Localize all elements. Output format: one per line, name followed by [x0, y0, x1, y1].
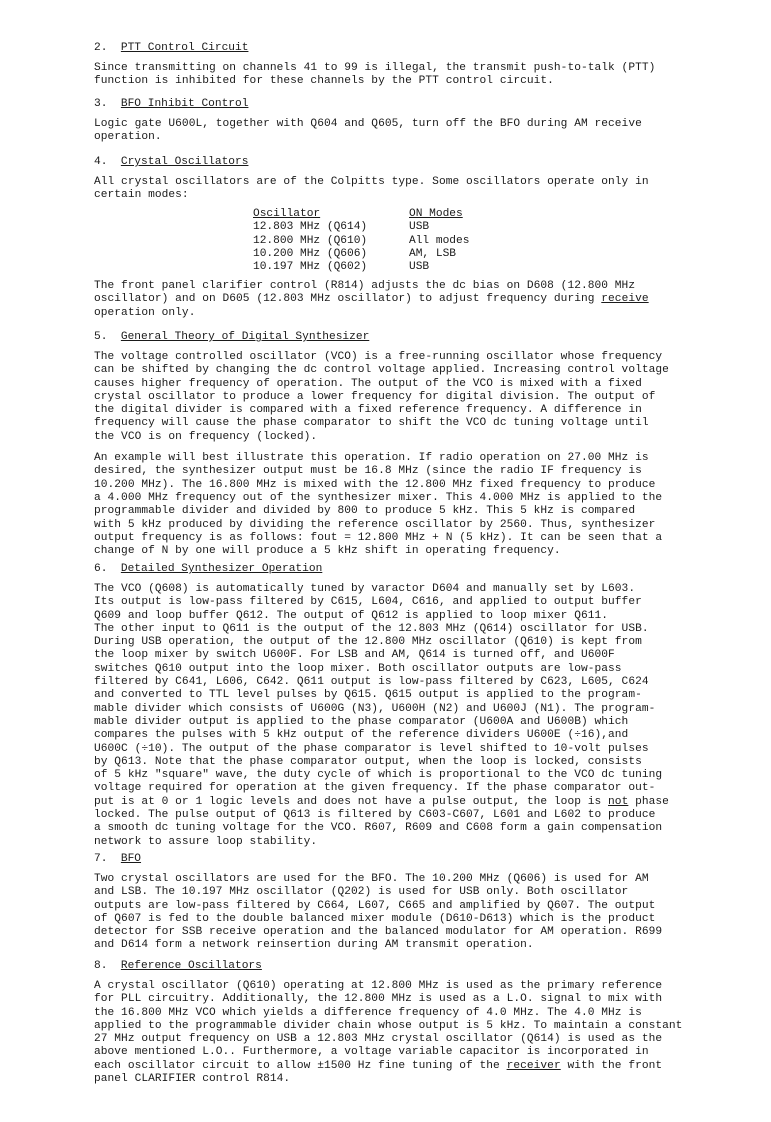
table-cell: 12.800 MHz (Q610) [253, 234, 368, 247]
table-header-row [253, 208, 469, 221]
section-number: 8. [94, 960, 108, 972]
table-cell: USB [409, 221, 430, 234]
section-crystal-oscillators [94, 156, 694, 211]
section-number: 4. [94, 156, 108, 168]
paragraph: Two crystal oscillators are used for the BFO. The 10.200 MHz (Q606) is used for AM and LSB. The 10.197 MHz oscillator (Q202) is used for USB only. Both oscillator outputs are low-pass filtered by C664, L607, C665 and amplified by Q607. The output of Q607 is fed to the double balanced mixer module (D610-D613) which is the product detector for SSB receive operation and the balanced modulator for AM operation. R699 and D614 form a network reinsertion during AM transmit operation. [94, 873, 663, 952]
section-bfo-inhibit [94, 98, 694, 153]
column-header-on-modes: ON Modes [409, 208, 463, 220]
paragraph: A crystal oscillator (Q610) operating at 12.800 MHz is used as the primary reference for PLL circuitry. Additionally, the 12.800 MHz is used as a L.O. signal to mix with the 16.800 MHz VCO which yields a difference frequency of 4.0 MHz. The 4.0 MHz is applied to the programmable divider chain whose output is 5 kHz. To maintain a constant 27 MHz output frequency on USB a 12.803 MHz crystal oscillator (Q614) is used as the above mentioned L.O.. Furthermore, a voltage variable capacitor is incorporated in each oscillator circuit to allow ±1500 Hz fine tuning of the receiver with the front panel CLARIFIER control R814. [94, 980, 683, 1086]
section-reference-oscillators [94, 960, 694, 1094]
section-number: 3. [94, 98, 108, 110]
paragraph: The voltage controlled oscillator (VCO) is a free-running oscillator whose frequency can be shifted by changing the dc control voltage applied. Increasing control voltage causes higher frequency of operation. The output of the VCO is mixed with a fixed crystal oscillator to produce a lower frequency for digital division. The output of the digital divider is compared with a fixed reference frequency. A difference in frequency will cause the phase comparator to shift the VCO dc tuning voltage until the VCO is on frequency (locked). [94, 351, 669, 443]
column-header-oscillator: Oscillator [253, 208, 321, 220]
table-cell: 12.803 MHz (Q614) [253, 221, 368, 234]
section-title: Detailed Synthesizer Operation [120, 563, 323, 575]
section-detailed-synthesizer [94, 563, 694, 857]
paragraph: All crystal oscillators are of the Colpitts type. Some oscillators operate only in certain modes: [94, 176, 649, 202]
section-general-theory [94, 331, 694, 566]
table-cell: All modes [409, 234, 470, 247]
paragraph: The VCO (Q608) is automatically tuned by varactor D604 and manually set by L603. Its output is low-pass filtered by C615, L604, C616, and applied to output buffer Q609 and loop buffer Q612. The output of Q612 is applied to loop mixer Q611. The other input to Q611 is the output of the 12.803 MHz (Q614) oscillator for USB. During USB operation, the output of the 12.800 MHz oscillator (Q610) is kept from the loop mixer by switch U600F. For LSB and AM, Q614 is turned off, and U600F switches Q610 output into the loop mixer. Both oscillator outputs are low-pass filtered by C641, L606, C642. Q611 output is low-pass filtered by C623, L605, C624 and converted to TTL level pulses by Q615. Q615 output is applied to the program- mable divider which consists of U600G (N3), U600H (N2) and U600J (N1). The program- mable divider output is applied to the phase comparator (U600A and U600B) which compares the pulses with 5 kHz output of the reference dividers U600E (÷16),and U600C (÷10). The output of the phase comparator is level shifted to 10-volt pulses by Q613. Note that the phase comparator output, when the loop is locked, consists of 5 kHz "square" wave, the duty cycle of which is proportional to the VCO dc tuning voltage required for operation at the given frequency. If the phase comparator out- put is at 0 or 1 logic levels and does not have a pulse output, the loop is not phase locked. The pulse output of Q613 is filtered by C603-C607, L601 and L602 to produce a smooth dc tuning voltage for the VCO. R607, R609 and C608 form a gain compensation network to assure loop stability. [94, 583, 669, 848]
section-ptt-control [94, 42, 694, 97]
paragraph: An example will best illustrate this operation. If radio operation on 27.00 MHz is desired, the synthesizer output must be 16.8 MHz (since the radio IF frequency is 10.200 MHz). The 16.800 MHz is mixed with the 12.800 MHz fixed frequency to produce a 4.000 MHz frequency out of the synthesizer mixer. This 4.000 MHz is applied to the programmable divider and divided by 800 to produce 5 kHz. This 5 kHz is compared with 5 kHz produced by dividing the reference oscillator by 2560. Thus, synthesizer output frequency is as follows: fout = 12.800 MHz + N (5 kHz). It can be seen that a change of N by one will produce a 5 kHz shift in operating frequency. [94, 452, 663, 558]
section-number: 6. [94, 563, 108, 575]
table-row [253, 221, 469, 234]
section-heading [94, 42, 694, 55]
table-row [253, 248, 469, 261]
section-heading [94, 331, 694, 344]
section-heading [94, 156, 694, 169]
paragraph: The front panel clarifier control (R814) adjusts the dc bias on D608 (12.800 MHz oscillator) and on D605 (12.803 MHz oscillator) to adjust frequency during receive operation only. [94, 280, 649, 319]
section-title: BFO Inhibit Control [120, 98, 249, 110]
table-cell: 10.200 MHz (Q606) [253, 247, 368, 260]
section-title: BFO [120, 853, 142, 865]
paragraph: Since transmitting on channels 41 to 99 is illegal, the transmit push-to-talk (PTT) function is inhibited for these channels by the PTT control circuit. [94, 62, 656, 88]
section-number: 7. [94, 853, 108, 865]
table-cell: AM, LSB [409, 247, 456, 260]
section-title: Crystal Oscillators [120, 156, 249, 168]
section-number: 5. [94, 331, 108, 343]
section-heading [94, 98, 694, 111]
table-cell: USB [409, 261, 430, 274]
paragraph: Logic gate U600L, together with Q604 and Q605, turn off the BFO during AM receive operation. [94, 118, 642, 144]
section-title: General Theory of Digital Synthesizer [120, 331, 370, 343]
table-row [253, 235, 469, 248]
section-title: PTT Control Circuit [120, 42, 249, 54]
section-heading [94, 563, 694, 576]
table-cell: 10.197 MHz (Q602) [253, 261, 368, 274]
section-number: 2. [94, 42, 108, 54]
section-title: Reference Oscillators [120, 960, 262, 972]
table-row [253, 261, 469, 274]
section-heading [94, 853, 694, 866]
section-heading [94, 960, 694, 973]
oscillator-table [253, 208, 469, 274]
section-bfo [94, 853, 694, 961]
section-crystal-oscillators-cont [94, 280, 694, 328]
